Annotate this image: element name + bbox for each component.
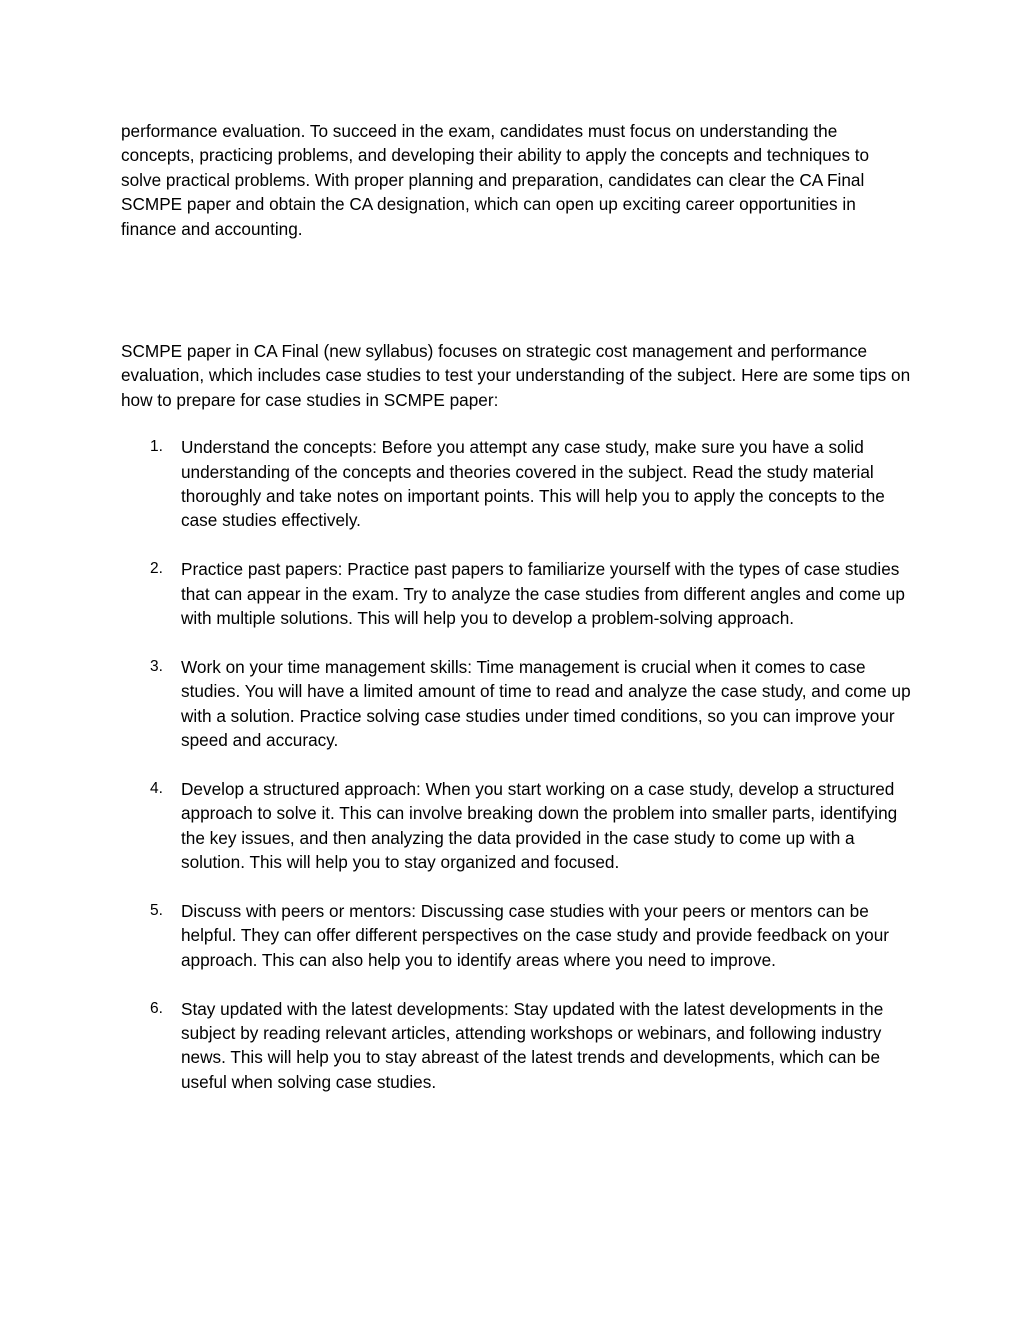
list-number: 3. bbox=[150, 657, 163, 675]
tips-list bbox=[121, 435, 911, 1094]
list-item bbox=[121, 777, 911, 875]
scmpe-paragraph: SCMPE paper in CA Final (new syllabus) focuses on strategic cost management and performance evaluation, which includes case studies to test your understanding of the subject. Here are some tips on how to prepare for case studies in SCMPE paper: bbox=[121, 341, 911, 410]
list-item bbox=[121, 655, 911, 753]
document-page bbox=[121, 119, 911, 1119]
intro-paragraph: performance evaluation. To succeed in the exam, candidates must focus on understanding the concepts, practicing problems, and developing their ability to apply the concepts and techniques to solve practical problems. With proper planning and preparation, candidates can clear the CA Final SCMPE paper and obtain the CA designation, which can open up exciting career opportunities in finance and accounting. bbox=[121, 121, 870, 239]
list-item-text: Practice past papers: Practice past papers to familiarize yourself with the types of case studies that can appear in the exam. Try to analyze the case studies from different angles and come up with multiple solutions. This will help you to develop a problem-solving approach. bbox=[181, 559, 905, 629]
list-number: 2. bbox=[150, 560, 163, 578]
list-number: 4. bbox=[150, 779, 163, 797]
list-item-text: Stay updated with the latest developments: Stay updated with the latest developments in the subject by reading relevant articles, attending workshops or webinars, and following industry news. This will help you to stay abreast of the latest trends and developments, which can be useful when solving case studies. bbox=[181, 998, 884, 1092]
list-item bbox=[121, 435, 911, 533]
list-item bbox=[121, 899, 911, 972]
list-item-text: Understand the concepts: Before you attempt any case study, make sure you have a solid understanding of the concepts and theories covered in the subject. Read the study material thoroughly and take notes on important points. This will help you to apply the concepts to the case studies effectively. bbox=[181, 437, 885, 531]
list-number: 1. bbox=[150, 438, 163, 456]
list-number: 6. bbox=[150, 999, 163, 1017]
list-item-text: Discuss with peers or mentors: Discussing case studies with your peers or mentors can be helpful. They can offer different perspectives on the case study and provide feedback on your approach. This can also help you to identify areas where you need to improve. bbox=[181, 900, 890, 970]
list-item-text: Work on your time management skills: Time management is crucial when it comes to case studies. You will have a limited amount of time to read and analyze the case study, and come up with a solution. Practice solving case studies under timed conditions, so you can improve your speed and accuracy. bbox=[181, 656, 911, 751]
list-number: 5. bbox=[150, 901, 163, 919]
list-item-text: Develop a structured approach: When you start working on a case study, develop a structured approach to solve it. This can involve breaking down the problem into smaller parts, identifying the key issues, and then analyzing the data provided in the case study to come up with a solution. This will help you to stay organized and focused. bbox=[181, 778, 898, 873]
list-item bbox=[121, 557, 911, 630]
list-item bbox=[121, 997, 911, 1095]
